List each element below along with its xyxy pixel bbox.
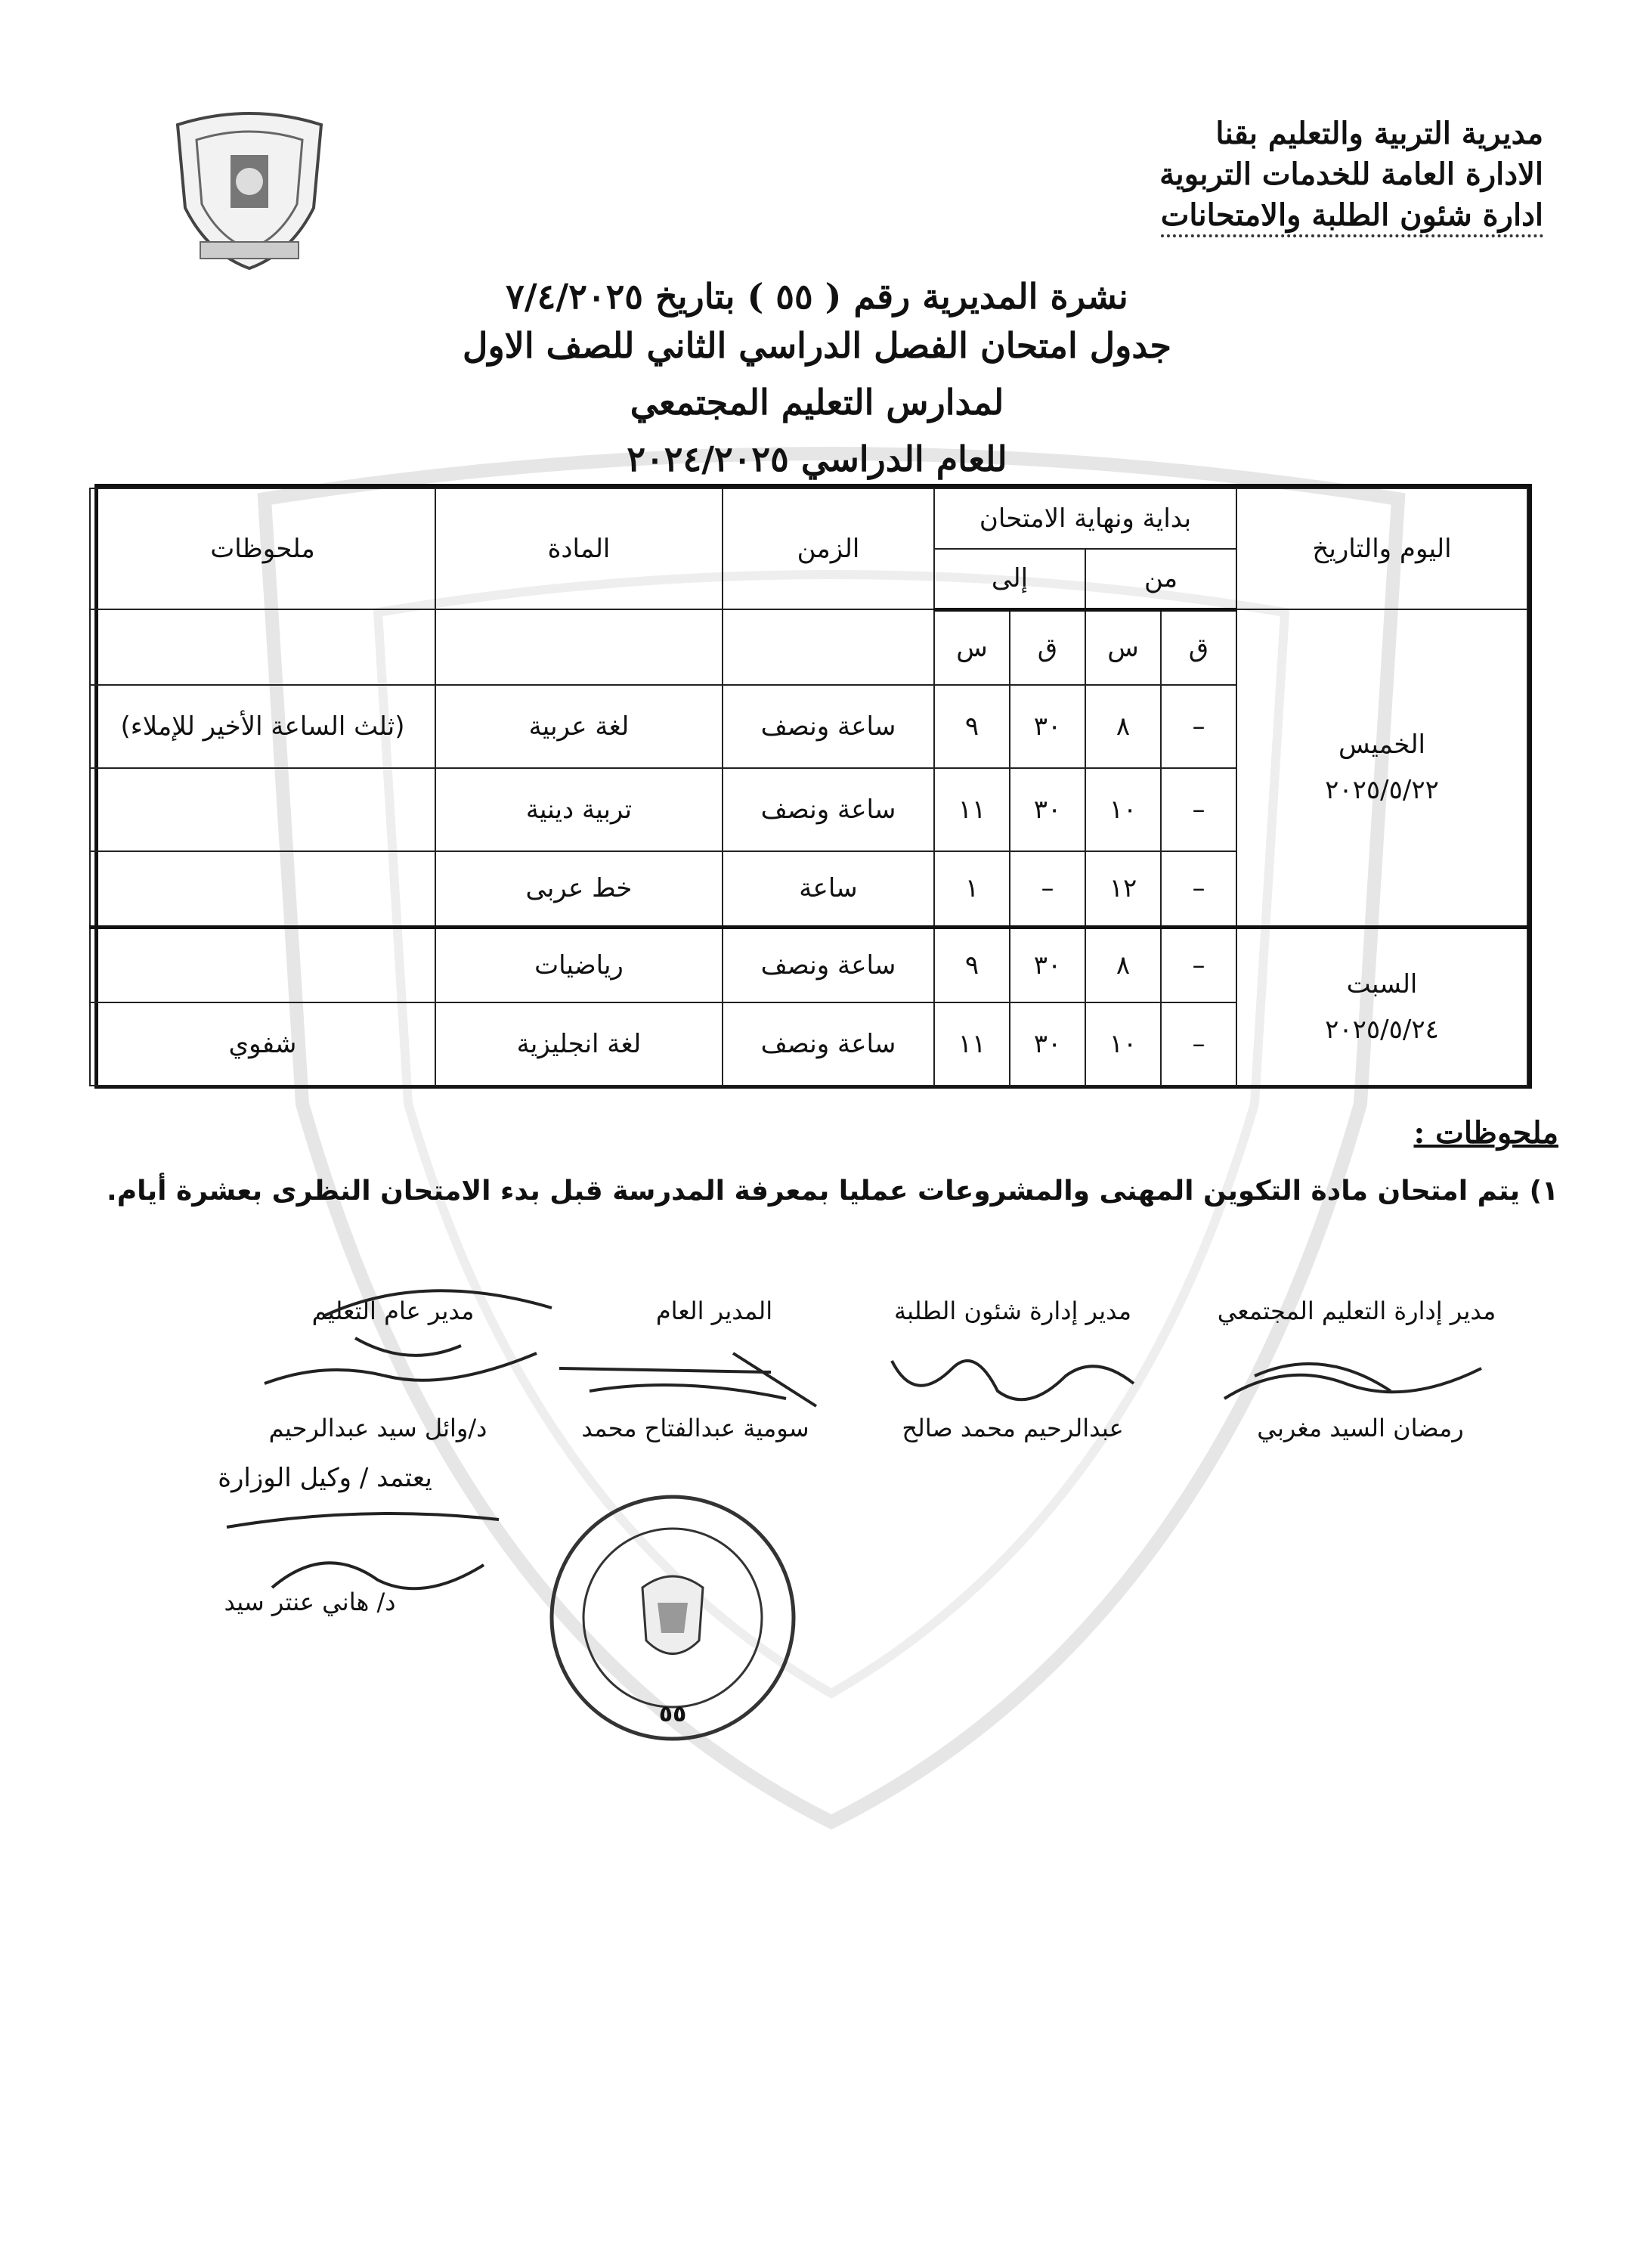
unit-hour: س <box>934 609 1010 685</box>
directorate-header <box>1120 113 1543 236</box>
header-day-date: اليوم والتاريخ <box>1236 488 1527 609</box>
note-item-1: ١) يتم امتحان مادة التكوين المهنى والمشروعات عمليا بمعرفة المدرسة قبل بدء الامتحان النظرى بعشرة أيام. <box>107 1176 1558 1207</box>
signature-name-1: رمضان السيد مغربي <box>1257 1414 1464 1442</box>
table-row: – ١٢ – ١ ساعة خط عربى <box>90 851 1527 927</box>
handwritten-signature <box>234 1270 552 1406</box>
table-row: – ٨ ٣٠ ٩ ساعة ونصف لغة عربية (ثلث الساعة الأخير للإملاء) <box>90 685 1527 768</box>
day-cell-thursday: الخميس ٢٠٢٥/٥/٢٢ <box>1236 609 1527 927</box>
exam-schedule-table <box>94 484 1532 1089</box>
schedule-title: جدول امتحان الفصل الدراسي الثاني للصف الاول <box>463 325 1171 366</box>
signature-name-4: د/وائل سيد عبدالرحيم <box>268 1414 487 1442</box>
handwritten-signature <box>869 1331 1156 1421</box>
stamp-number: ٥٥ <box>658 1701 687 1727</box>
header-notes: ملحوظات <box>90 488 435 609</box>
day-cell-saturday: السبت ٢٠٢٥/٥/٢٤ <box>1236 927 1527 1086</box>
table-row: السبت ٢٠٢٥/٥/٢٤ – ٨ ٣٠ ٩ ساعة ونصف رياضيات <box>90 927 1527 1002</box>
bulletin-title: نشرة المديرية رقم ( ٥٥ ) بتاريخ ٧/٤/٢٠٢٥ <box>506 276 1128 317</box>
signature-title-3: المدير العام <box>655 1297 773 1325</box>
signature-name-3: سومية عبدالفتاح محمد <box>581 1414 809 1442</box>
approval-title: يعتمد / وكيل الوزارة <box>218 1463 432 1493</box>
signature-name-2: عبدالرحيم محمد صالح <box>902 1414 1124 1442</box>
header-from: من <box>1085 549 1236 609</box>
signature-title-4: مدير عام التعليم <box>311 1297 475 1325</box>
notes-heading: ملحوظات : <box>1413 1115 1558 1151</box>
header-start-end: بداية ونهاية الامتحان <box>934 488 1236 549</box>
header-line-3: ادارة شئون الطلبة والامتحانات <box>1120 195 1543 236</box>
header-duration: الزمن <box>723 488 934 609</box>
header-subject: المادة <box>435 488 723 609</box>
signature-title-2: مدير إدارة شئون الطلبة <box>893 1297 1132 1325</box>
unit-minute: ق <box>1010 609 1085 685</box>
academic-year-title: للعام الدراسي ٢٠٢٤/٢٠٢٥ <box>627 438 1007 479</box>
handwritten-signature <box>544 1331 831 1421</box>
header-line-1: مديرية التربية والتعليم بقنا <box>1215 116 1543 151</box>
unit-minute: ق <box>1161 609 1236 685</box>
header-to: إلى <box>934 549 1085 609</box>
table-row: – ١٠ ٣٠ ١١ ساعة ونصف تربية دينية <box>90 768 1527 851</box>
schools-title: لمدارس التعليم المجتمعي <box>630 382 1004 423</box>
signature-title-1: مدير إدارة التعليم المجتمعي <box>1217 1297 1496 1325</box>
handwritten-signature <box>212 1497 514 1603</box>
ministry-logo <box>155 94 344 276</box>
unit-hour: س <box>1085 609 1161 685</box>
header-line-2: الادارة العامة للخدمات التربوية <box>1159 156 1543 192</box>
approval-name: د/ هاني عنتر سيد <box>224 1588 396 1616</box>
handwritten-signature <box>1209 1331 1512 1421</box>
table-row: – ١٠ ٣٠ ١١ ساعة ونصف لغة انجليزية شفوي <box>90 1002 1527 1086</box>
